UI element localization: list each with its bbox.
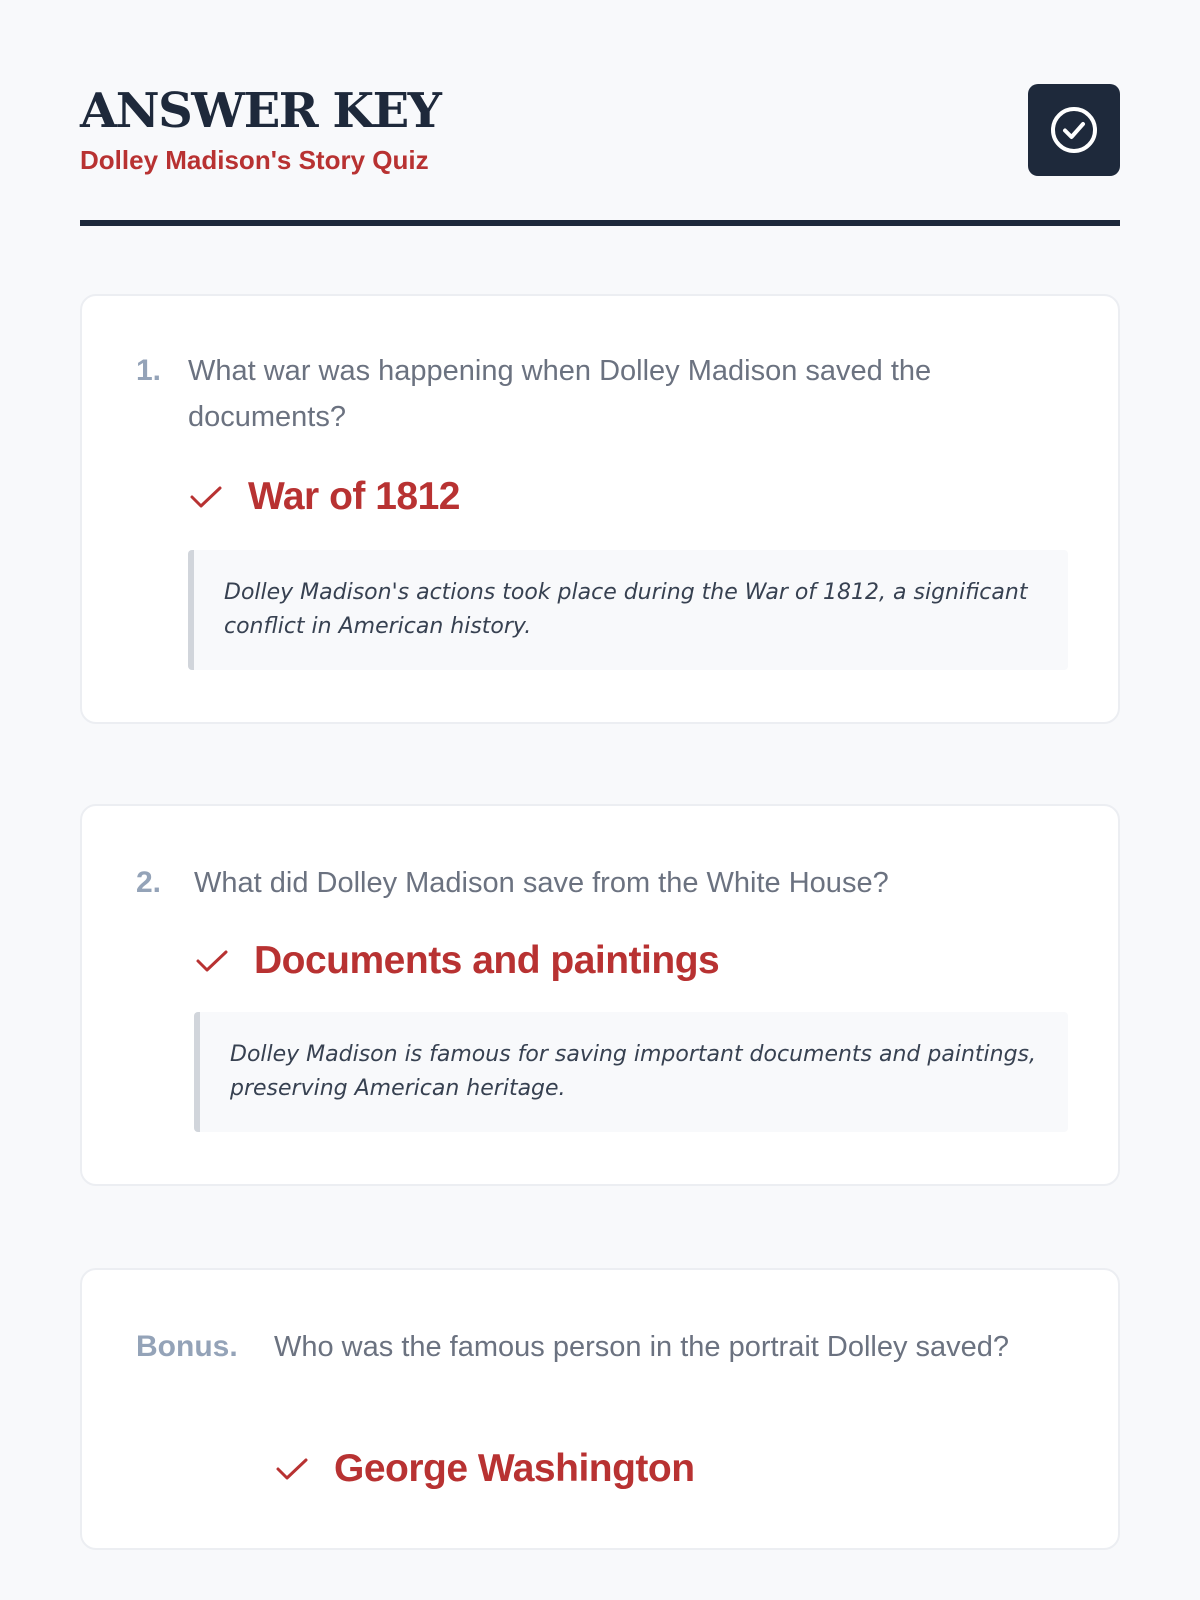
- answer-row: [188, 472, 460, 522]
- page-title: ANSWER KEY: [80, 83, 441, 139]
- question-card: [80, 804, 1120, 1186]
- answer-text: George Washington: [334, 1447, 695, 1490]
- header: [80, 82, 1120, 178]
- answer-row: [274, 1444, 695, 1494]
- explanation: Dolley Madison is famous for saving important documents and paintings, preserving American heritage.: [194, 1012, 1068, 1132]
- answer-key-page: [80, 0, 1120, 1600]
- explanation: Dolley Madison's actions took place during the War of 1812, a significant conflict in American history.: [188, 550, 1068, 670]
- header-divider: [80, 220, 1120, 226]
- question-card: [80, 1268, 1120, 1550]
- answer-row: [194, 936, 719, 986]
- page-subtitle: Dolley Madison's Story Quiz: [80, 145, 429, 175]
- question-text: What did Dolley Madison save from the White House?: [194, 867, 889, 899]
- question-number: 2.: [136, 866, 162, 899]
- question-text: Who was the famous person in the portrait Dolley saved?: [274, 1331, 1010, 1363]
- answer-text: War of 1812: [248, 475, 460, 518]
- question-number: Bonus.: [136, 1330, 238, 1363]
- check-icon: [188, 479, 224, 515]
- question-card: [80, 294, 1120, 724]
- question-text: What war was happening when Dolley Madison saved the documents?: [188, 355, 932, 433]
- check-icon: [274, 1451, 310, 1487]
- check-badge: [1028, 84, 1120, 176]
- check-circle-icon: [1048, 104, 1100, 156]
- check-icon: [194, 943, 230, 979]
- question-number: 1.: [136, 354, 162, 387]
- answer-text: Documents and paintings: [254, 939, 720, 982]
